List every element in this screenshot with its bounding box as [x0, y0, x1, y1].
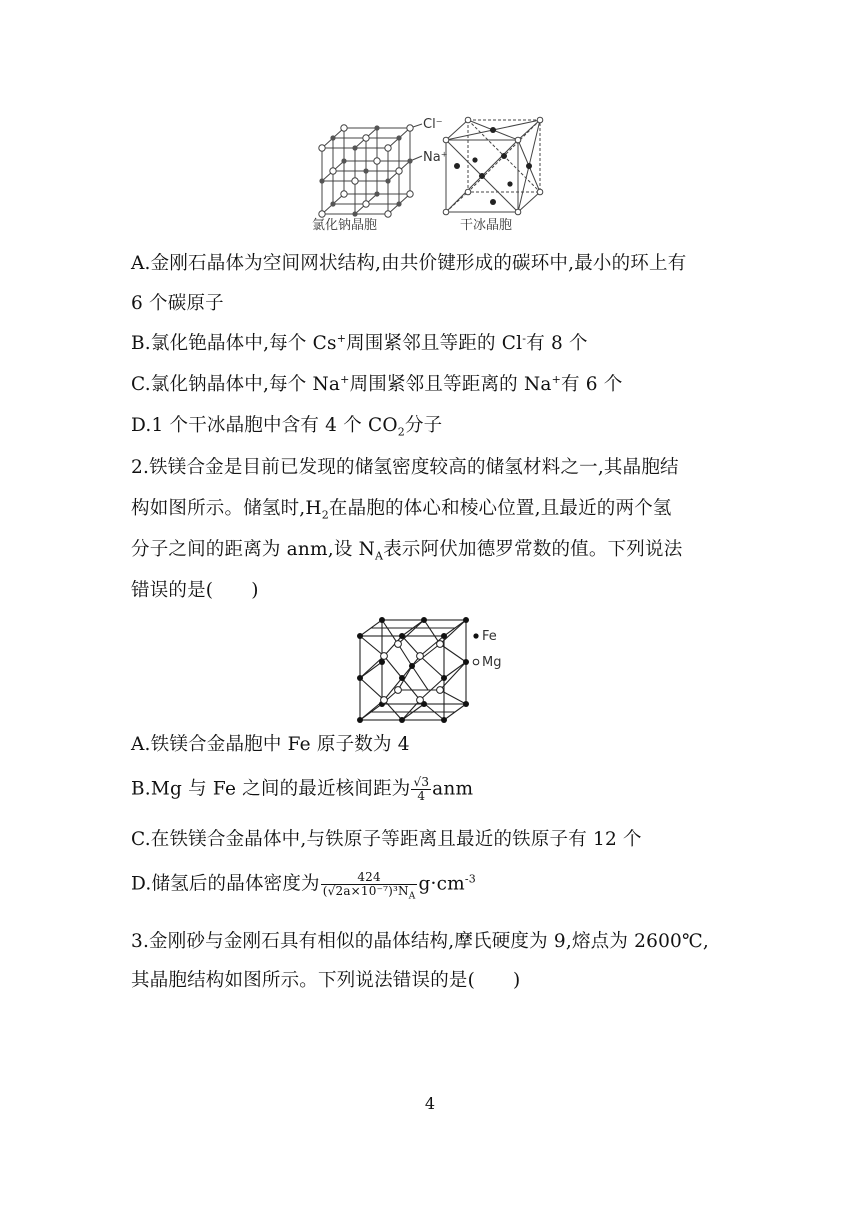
density-fraction: $\frac{424}{(√2a\times 10^{-7})^3N_A}$ — [322, 870, 416, 902]
q2-stem-line2: 构如图所示。储氢时$,H_2$在晶胞的体心和棱心位置,且最近的两个氢 — [131, 498, 672, 522]
q2-stem-line1: 2.铁镁合金是目前已发现的储氢密度较高的储氢材料之一,其晶胞结 — [131, 457, 679, 478]
q2-stem-line4: 错误的是( ) — [131, 580, 259, 601]
q1-option-a-line1: A.金刚石晶体为空间网状结构,由共价键形成的碳环中,最小的环上有 — [131, 253, 687, 274]
fe-legend-label: Fe — [482, 629, 497, 644]
q2-stem-line3: 分子之间的距离为 anm,设 $N_A$表示阿伏加德罗常数的值。下列说法 — [131, 539, 683, 563]
q3-stem-line1: 3.金刚砂与金刚石具有相似的晶体结构,摩氏硬度为 9,熔点为 2600℃, — [131, 931, 710, 952]
page-number: 4 — [424, 1094, 436, 1113]
sqrt3-over-4-fraction: $\frac{√3}{4}$ — [413, 775, 430, 803]
q3-stem-line2: 其晶胞结构如图所示。下列说法错误的是( ) — [131, 970, 521, 991]
q1-option-a-line2: 6 个碳原子 — [131, 293, 224, 314]
q2-option-d: D.储氢后的晶体密度为 $\frac{424}{(√2a\times 10^{-7})^3N_A}$ $g\cdot cm^{-3}$ — [131, 870, 477, 902]
crystal-figure-nacl-dryice — [300, 112, 560, 238]
q1-option-c: C.氯化钠晶体中,每个 Na+周围紧邻且等距离的 Na+有 6 个 — [131, 372, 623, 395]
q1-option-d: D.1 个干冰晶胞中含有 4 个 $CO_2$分子 — [131, 415, 443, 439]
q2-option-a: A.铁镁合金晶胞中 Fe 原子数为 4 — [131, 734, 410, 755]
nacl-cell-caption: 氯化钠晶胞 — [312, 218, 378, 233]
fe-mg-unit-cell-figure — [352, 614, 512, 724]
cl-ion-label: Cl⁻ — [423, 117, 443, 132]
q2-option-c: C.在铁镁合金晶体中,与铁原子等距离且最近的铁原子有 12 个 — [131, 829, 642, 850]
dryice-cell-caption: 干冰晶胞 — [460, 218, 513, 233]
mg-legend-label: Mg — [482, 655, 502, 670]
q1-option-b: B.氯化铯晶体中,每个 Cs+周围紧邻且等距的 Cl-有 8 个 — [131, 331, 588, 354]
na-ion-label: Na⁺ — [423, 150, 448, 165]
q2-option-b: B.Mg 与 Fe 之间的最近核间距为 $\frac{√3}{4}$ anm — [131, 775, 474, 803]
